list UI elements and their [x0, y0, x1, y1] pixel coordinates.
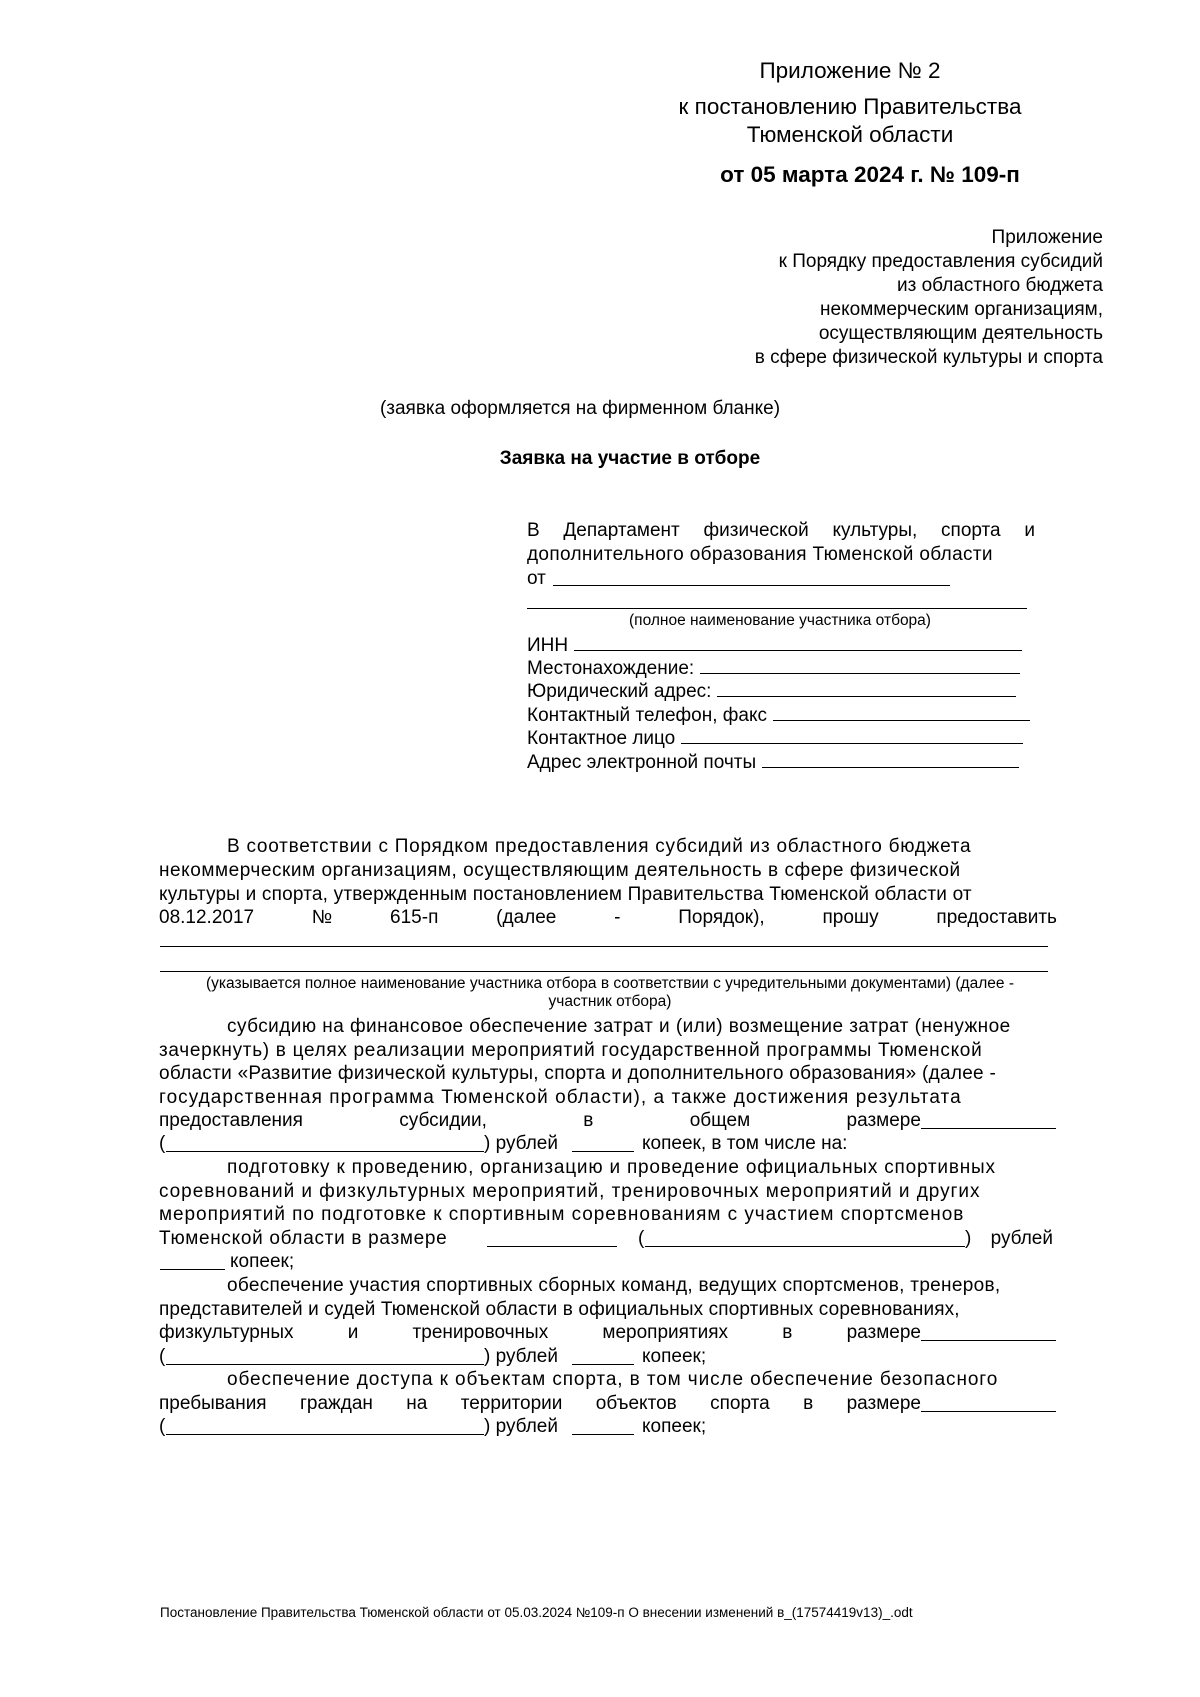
sub-header-line: из областного бюджета — [897, 275, 1103, 296]
p3-line4-start: Тюменской области в размере — [159, 1228, 448, 1249]
word: Департамент — [563, 520, 680, 541]
word: спорта — [710, 1393, 770, 1414]
from-label: от — [527, 568, 546, 589]
legal-address-label: Юридический адрес: — [527, 681, 712, 702]
location-label: Местонахождение: — [527, 658, 695, 679]
word: территории — [460, 1393, 563, 1414]
p3-amount-words-field[interactable] — [645, 1246, 965, 1247]
p2-line5 — [159, 1110, 921, 1132]
total-amount-field[interactable] — [921, 1128, 1056, 1129]
word: в — [803, 1393, 814, 1414]
word: (далее — [496, 907, 557, 928]
p1-line4 — [159, 907, 1057, 929]
word: и — [347, 1322, 359, 1343]
p3-amount-field[interactable] — [487, 1246, 617, 1247]
contact-person-field[interactable] — [681, 727, 1023, 744]
sub-header-line: в сфере физической культуры и спорта — [754, 347, 1103, 368]
word: в — [583, 1110, 594, 1131]
word: мероприятиях — [602, 1322, 729, 1343]
addressee-line1 — [527, 520, 1035, 542]
p5-line1: обеспечение доступа к объектам спорта, в том числе обеспечение безопасного — [227, 1369, 999, 1390]
word: и — [1024, 520, 1035, 541]
from-field[interactable] — [553, 585, 950, 586]
word: культуры, — [832, 520, 918, 541]
word: общем — [689, 1110, 751, 1131]
participant-caption-2: участник отбора) — [548, 993, 672, 1010]
word: - — [614, 907, 621, 928]
p5-line2 — [159, 1393, 921, 1415]
sub-header-line: к Порядку предоставления субсидий — [778, 251, 1103, 272]
phone-label: Контактный телефон, факс — [527, 705, 768, 726]
word: физической — [703, 520, 809, 541]
word: на — [406, 1393, 428, 1414]
resolution-ref-line1: к постановлению Правительства — [678, 94, 1022, 119]
p2-line2: зачеркнуть) в целях реализации мероприятий государственной программы Тюменской — [159, 1040, 983, 1061]
p1-line1 — [227, 836, 1057, 858]
p4-line1: обеспечение участия спортивных сборных команд, ведущих спортсменов, тренеров, — [227, 1275, 1001, 1296]
legal-address-field[interactable] — [717, 680, 1016, 697]
p2-line6-rub: ) рублей — [484, 1133, 558, 1154]
word: в — [782, 1322, 793, 1343]
participant-full-name-field-2[interactable] — [160, 971, 1048, 972]
resolution-date: от 05 марта 2024 г. № 109-п — [720, 162, 1020, 187]
total-amount-words-field[interactable] — [166, 1151, 484, 1152]
word: Порядок), — [678, 907, 765, 928]
p1-line3: культуры и спорта, утвержденным постановлением Правительства Тюменской области от — [159, 884, 972, 905]
p3-paren: ( — [638, 1228, 645, 1249]
p2-line6-paren: ( — [159, 1133, 166, 1154]
text: В соответствии с Порядком предоставления субсидий из областного бюджета — [227, 836, 972, 857]
resolution-ref-line2: Тюменской области — [746, 122, 954, 147]
word: размере — [846, 1110, 921, 1131]
p5-line3-end: копеек; — [642, 1416, 707, 1437]
contact-person-label: Контактное лицо — [527, 728, 676, 749]
word: № — [311, 907, 333, 928]
p3-rub: ) рублей — [965, 1228, 1053, 1249]
p3-kopecks-field[interactable] — [160, 1269, 225, 1270]
word: 08.12.2017 — [159, 907, 255, 928]
contact-person-row — [527, 727, 1023, 750]
sub-header-line: некоммерческим организациям, — [820, 299, 1103, 320]
p4-paren: ( — [159, 1346, 166, 1367]
p3-line2: соревнований и физкультурных мероприятий, тренировочных мероприятий и других — [159, 1181, 981, 1202]
word: спорта — [941, 520, 1001, 541]
word: размере — [846, 1393, 921, 1414]
word: размере — [846, 1322, 921, 1343]
participant-full-name-field-1[interactable] — [160, 946, 1048, 947]
p2-line6-end: копеек, в том числе на: — [642, 1133, 848, 1154]
form-note: (заявка оформляется на фирменном бланке) — [379, 398, 781, 419]
p4-rub: ) рублей — [484, 1346, 558, 1367]
form-title: Заявка на участие в отборе — [499, 448, 761, 469]
p4-line2: представителей и судей Тюменской области в официальных спортивных соревнованиях, — [159, 1299, 960, 1320]
p4-line3 — [159, 1322, 921, 1344]
p5-paren: ( — [159, 1416, 166, 1437]
legal-address-row — [527, 680, 1016, 703]
p5-kopecks-field[interactable] — [572, 1434, 634, 1435]
addressee-from-row — [527, 568, 546, 590]
p2-line1: субсидию на финансовое обеспечение затрат и (или) возмещение затрат (ненужное — [227, 1016, 1011, 1037]
p4-kopecks-field[interactable] — [572, 1364, 634, 1365]
phone-row — [527, 704, 1030, 727]
word: субсидии, — [399, 1110, 487, 1131]
word: прошу — [822, 907, 879, 928]
word: пребывания — [159, 1393, 267, 1414]
participant-caption: (указывается полное наименование участника отбора в соответствии с учредительными документами) (далее - — [206, 975, 1014, 992]
participant-name-field[interactable] — [527, 608, 1027, 609]
p3-line5-end: копеек; — [230, 1251, 295, 1272]
p3-line1: подготовку к проведению, организацию и проведение официальных спортивных — [227, 1157, 996, 1178]
word: предоставления — [159, 1110, 303, 1131]
sub-header-line: Приложение — [991, 227, 1103, 248]
p2-line4: государственная программа Тюменской области), а также достижения результата — [159, 1087, 962, 1108]
p3-line3: мероприятий по подготовке к спортивным соревнованиям с участием спортсменов — [159, 1204, 965, 1225]
p4-amount-words-field[interactable] — [166, 1364, 484, 1365]
p1-line2: некоммерческим организациям, осуществляющим деятельность в сфере физической — [159, 860, 961, 881]
inn-label: ИНН — [527, 635, 569, 656]
word: 615-п — [390, 907, 439, 928]
word: объектов — [595, 1393, 677, 1414]
sub-header-line: осуществляющим деятельность — [818, 323, 1103, 344]
addressee-line2: дополнительного образования Тюменской области — [527, 544, 993, 565]
participant-name-caption: (полное наименование участника отбора) — [629, 612, 931, 629]
word: В — [527, 520, 540, 541]
email-label: Адрес электронной почты — [527, 752, 757, 773]
p4-line4-end: копеек; — [642, 1346, 707, 1367]
p5-amount-field[interactable] — [921, 1411, 1056, 1412]
word: граждан — [299, 1393, 373, 1414]
p4-amount-field[interactable] — [921, 1340, 1056, 1341]
inn-row — [527, 634, 1022, 657]
p2-line3: области «Развитие физической культуры, спорта и дополнительного образования» (далее - — [159, 1063, 997, 1084]
location-row — [527, 657, 1020, 680]
phone-field[interactable] — [773, 704, 1030, 721]
inn-field[interactable] — [574, 634, 1022, 651]
p5-rub: ) рублей — [484, 1416, 558, 1437]
email-field[interactable] — [762, 751, 1019, 768]
location-field[interactable] — [700, 657, 1020, 674]
word: тренировочных — [412, 1322, 549, 1343]
email-row — [527, 751, 1019, 774]
total-kopecks-field[interactable] — [572, 1151, 634, 1152]
p5-amount-words-field[interactable] — [166, 1434, 484, 1435]
footer-filename: Постановление Правительства Тюменской области от 05.03.2024 №109-п О внесении изменений в_(17574419v13)_.odt — [160, 1605, 913, 1620]
word: предоставить — [936, 907, 1057, 928]
appendix-number: Приложение № 2 — [759, 58, 941, 83]
word: физкультурных — [159, 1322, 294, 1343]
